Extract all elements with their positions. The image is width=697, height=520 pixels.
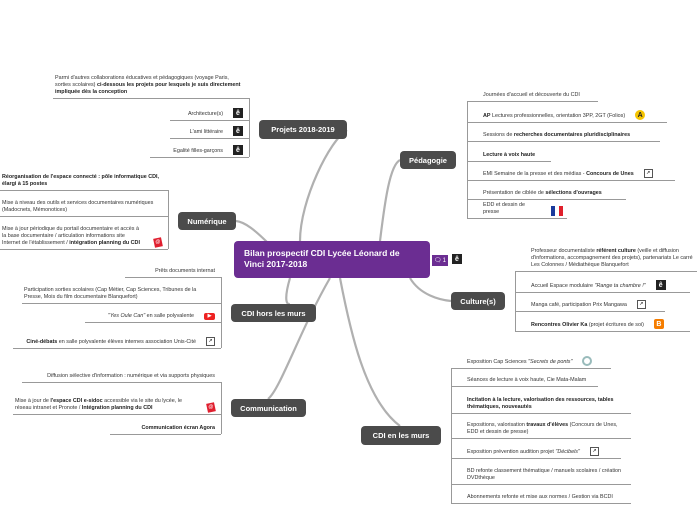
subtopic-text: [467, 449, 580, 456]
text-run: Exposition Cap Sciences: [467, 359, 529, 365]
node-hors[interactable]: [231, 304, 316, 322]
subtopic[interactable]: [467, 91, 598, 102]
blogger-icon[interactable]: B: [654, 319, 664, 329]
e-icon[interactable]: ê: [233, 126, 243, 136]
text-run: (projet écritures de soi): [587, 322, 644, 328]
subtopic-text: [531, 248, 693, 269]
node-label: Communication: [240, 403, 297, 413]
subtopic[interactable]: [467, 130, 660, 142]
subtopic-text: [467, 397, 627, 411]
node-label: Pédagogie: [409, 155, 447, 165]
e-icon[interactable]: ê: [656, 280, 666, 290]
subtopic-text: [108, 313, 194, 320]
subtopic[interactable]: [0, 224, 168, 250]
subtopic-text: [483, 190, 602, 197]
text-run: BD refonte classement thématique / manuels scolaires / création DVDthèque: [467, 468, 622, 481]
text-run: Communication écran Agora: [141, 425, 215, 431]
text-run: Réorganisation de l'espace connecté : pôle informatique CDI, élargi à 15 postes: [2, 174, 160, 187]
subtopic[interactable]: [13, 331, 221, 349]
subtopic[interactable]: [170, 108, 249, 121]
subtopic-text: [467, 494, 613, 501]
node-label: CDI en les murs: [372, 431, 430, 440]
subtopic-text: [155, 268, 215, 275]
node-label: Culture(s): [460, 296, 496, 306]
subtopic[interactable]: [451, 374, 598, 387]
text-run: Accueil Espace modulaire: [531, 283, 595, 289]
subtopic-text: [483, 171, 634, 178]
text-run: Parmi d'autres collaborations éducatives et pédagogiques (voyage Paris, sorties scolaires): [55, 75, 229, 88]
text-run: ci-dessous les projets pour lesquels je suis directement impliquée dès la conception: [55, 82, 241, 95]
text-run: Mise à jour périodique du portail documentaire et accès à la base documentaire / articulation informations site Internet de l'établissement /: [2, 226, 139, 246]
node-projets[interactable]: [259, 120, 347, 139]
text-run: travaux d'élèves: [526, 422, 569, 428]
subtopic-text: [15, 398, 197, 412]
text-run: (veille et diffusion d'informations, accompagnement des projets), partenariats Le carré Les Colonnes / Médiathèque Blanquefort: [531, 248, 693, 268]
text-run: "Range ta chambre !": [594, 283, 646, 289]
subtopic-text: [467, 377, 586, 384]
subtopic[interactable]: [467, 202, 567, 219]
text-run: Architecture(s): [187, 111, 223, 117]
node-numerique[interactable]: [178, 212, 236, 230]
subtopic-text: [2, 174, 162, 188]
text-run: l'espace CDI e-sidoc: [50, 398, 103, 404]
subtopic[interactable]: [467, 167, 675, 181]
subtopic[interactable]: [451, 446, 621, 459]
subtopic[interactable]: [22, 364, 221, 383]
text-run: (Concours de Unes, EDD et dessin de presse): [467, 422, 618, 435]
subtopic-text: [483, 132, 630, 139]
node-pedagogie[interactable]: [400, 151, 456, 169]
text-run: recherches documentaires pluridisciplinaires: [513, 132, 631, 138]
red-badge-icon[interactable]: @: [153, 237, 163, 247]
subtopic-text: [55, 75, 243, 96]
text-run: Incitation à la lecture, valorisation des ressources, tables thématiques, nouveautés: [467, 397, 614, 410]
subtopic[interactable]: [451, 466, 631, 485]
text-run: Mise à jour de: [15, 398, 51, 404]
subtopic-text: [173, 148, 223, 155]
comment-count: 1: [442, 257, 446, 264]
text-run: intégration planning du CDI: [69, 240, 140, 246]
text-run: Abonnements refonte et mise aux normes / Gestion via BCDI: [467, 494, 613, 500]
text-run: Intégration planning du CDI: [81, 405, 153, 411]
subtopic-text: [2, 200, 162, 214]
text-run: Ciné-débats: [26, 339, 58, 345]
text-run: Professeur documentaliste: [531, 248, 597, 254]
subtopic[interactable]: [467, 149, 551, 162]
text-run: Egalité filles-garçons: [173, 148, 223, 154]
subtopic[interactable]: [515, 317, 690, 332]
external-link-icon[interactable]: ↗: [590, 447, 599, 456]
subtopic[interactable]: [451, 491, 631, 504]
text-run: Manga café, participation Prix Mangawa: [531, 302, 627, 308]
subtopic[interactable]: [451, 421, 631, 439]
e-icon[interactable]: ê: [233, 145, 243, 155]
node-label: Numérique: [187, 216, 227, 226]
subtopic[interactable]: [110, 422, 221, 435]
e-icon[interactable]: ê: [233, 108, 243, 118]
text-run: sélections d'ouvrages: [545, 190, 602, 196]
external-link-icon[interactable]: ↗: [206, 337, 215, 346]
subtopic[interactable]: [467, 108, 667, 123]
text-run: L'ami littéraire: [189, 129, 223, 135]
subtopic[interactable]: [515, 278, 690, 293]
text-run: Lecture à voix haute: [483, 152, 536, 158]
subtopic[interactable]: [85, 311, 221, 323]
subtopic-text: [483, 113, 625, 120]
subtopic-text: [47, 373, 215, 380]
subtopic[interactable]: [150, 146, 249, 158]
youtube-icon[interactable]: ▶: [204, 313, 215, 320]
flag-icon[interactable]: [551, 206, 563, 216]
bracket-line: [221, 277, 222, 348]
text-run: Mise à niveau des outils et services documentaires numériques (Madocnets, Mémonotices): [2, 200, 154, 213]
subtopic-text: [142, 425, 215, 432]
text-run: en salle polyvalente élèves internes association Unis-Cité: [57, 339, 196, 345]
text-run: "Yes Oule Can": [108, 313, 146, 319]
subtopic-text: [2, 226, 144, 247]
text-run: AP: [483, 113, 491, 119]
subtopic-text: [467, 359, 572, 366]
text-run: Journées d'accueil et découverte du CDI: [483, 92, 580, 98]
text-run: Diffusion sélective d'information : numérique et via supports physiques: [47, 373, 215, 379]
red-badge-icon[interactable]: @: [206, 402, 216, 412]
subtopic[interactable]: [0, 172, 168, 191]
c-logo-icon[interactable]: [582, 356, 592, 366]
text-run: Lectures professionnelles, orientation 3PP, 2GT (Folios): [490, 113, 626, 119]
central-title: Bilan prospectif CDI Lycée Léonard de Vinci 2017-2018: [244, 248, 400, 269]
text-run: "Secrets de ponts": [528, 359, 573, 365]
text-run: EMI Semaine de la presse et des médias -: [483, 171, 587, 177]
subtopic-text: [188, 111, 223, 118]
subtopic[interactable]: [170, 127, 249, 139]
a-icon[interactable]: A: [635, 110, 645, 120]
subtopic[interactable]: [515, 298, 665, 312]
text-run: Sessions de: [483, 132, 514, 138]
subtopic-text: [531, 283, 646, 290]
text-run: en salle polyvalente: [145, 313, 194, 319]
subtopic-text: [26, 339, 196, 346]
subtopic-text: [467, 422, 627, 436]
external-link-icon[interactable]: ↗: [637, 300, 646, 309]
e-icon[interactable]: ê: [452, 254, 462, 264]
node-communication[interactable]: [231, 399, 306, 417]
comment-badge[interactable]: [432, 255, 448, 266]
subtopic[interactable]: [22, 286, 221, 304]
subtopic[interactable]: [125, 266, 221, 278]
bracket-line: [249, 98, 250, 157]
bracket-line: [221, 382, 222, 434]
text-run: Présentation de ciblée de: [483, 190, 546, 196]
text-run: référent culture: [596, 248, 636, 254]
text-run: Exposition prévention audition projet: [467, 449, 556, 455]
node-culture[interactable]: [451, 292, 505, 310]
subtopic-text: [24, 287, 215, 301]
text-run: accessible via le site du lycée, le réseau intranet et Pronote /: [15, 398, 182, 411]
comment-icon: 🗨: [434, 258, 442, 264]
text-run: EDD et dessin de presse: [483, 202, 525, 215]
subtopic[interactable]: [0, 199, 168, 217]
subtopic[interactable]: [467, 188, 626, 200]
text-run: Concours de Unes: [586, 171, 634, 177]
subtopic-text: [483, 152, 535, 159]
text-run: Séances de lecture à voix haute, Cie Mata-Malam: [467, 377, 587, 383]
text-run: Expositions, valorisation: [467, 422, 527, 428]
text-run: Prêts documents internat: [155, 268, 215, 274]
text-run: Participation sorties scolaires (Cap Métier, Cap Sciences, Tribunes de la Presse, Mois du film documentaire Blanquefort): [24, 287, 197, 300]
subtopic[interactable]: [451, 395, 631, 414]
text-run: "Décibels": [555, 449, 580, 455]
bracket-line: [168, 190, 169, 249]
node-murs[interactable]: [361, 426, 441, 445]
subtopic-text: [467, 468, 627, 482]
subtopic[interactable]: [53, 76, 249, 99]
subtopic[interactable]: [515, 246, 697, 272]
node-label: CDI hors les murs: [241, 308, 306, 318]
subtopic-text: [483, 202, 541, 216]
node-label: Projets 2018-2019: [271, 125, 335, 134]
subtopic-text: [190, 129, 223, 136]
subtopic[interactable]: [13, 390, 221, 415]
subtopic-text: [483, 92, 580, 99]
external-link-icon[interactable]: ↗: [644, 169, 653, 178]
subtopic-text: [531, 322, 644, 329]
central-topic[interactable]: [234, 241, 430, 278]
text-run: Rencontres Olivier Ka: [531, 322, 588, 328]
subtopic-text: [531, 302, 627, 309]
subtopic[interactable]: [451, 354, 611, 369]
